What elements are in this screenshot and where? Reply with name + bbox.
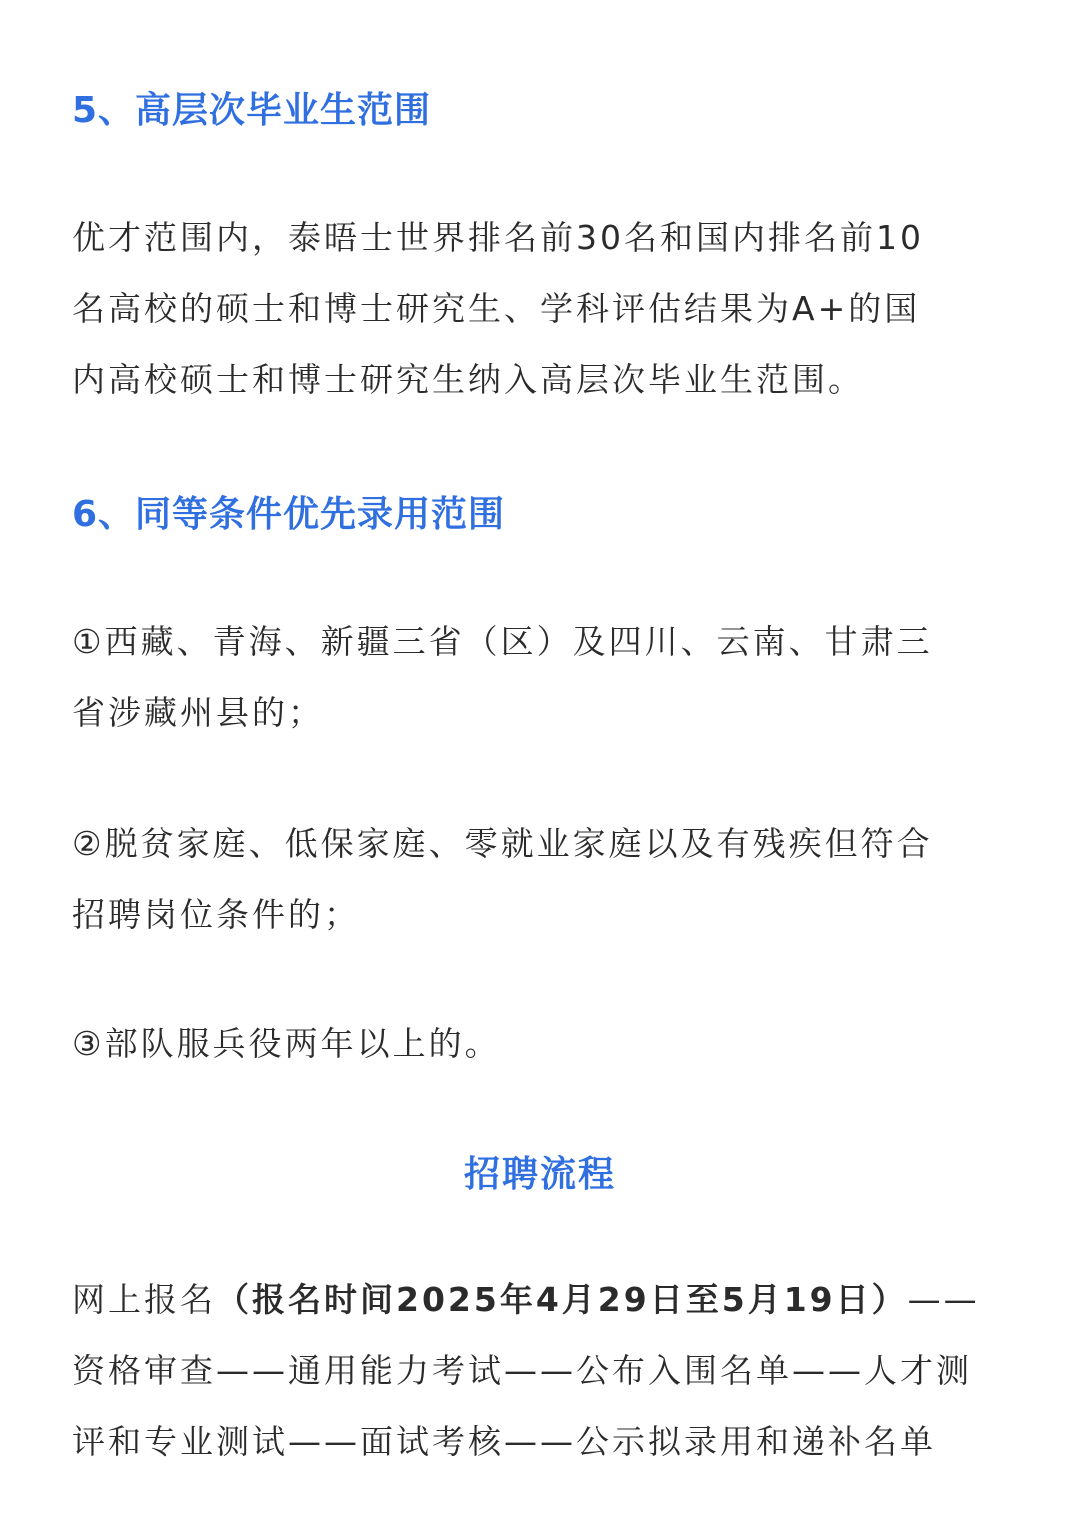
section-5-heading: 5、高层次毕业生范围 [72, 90, 432, 131]
paragraph-line: 名高校的硕士和博士研究生、学科评估结果为A+的国 [72, 289, 921, 328]
process-line-1 [72, 1264, 1012, 1335]
process-line-2: 资格审查——通用能力考试——公布入围名单——人才测 [72, 1351, 972, 1390]
section-5-paragraph [72, 202, 1012, 415]
paragraph-line: ③部队服兵役两年以上的。 [72, 1024, 501, 1063]
paragraph-line: 省涉藏州县的； [72, 693, 324, 732]
process-title: 招聘流程 [463, 1154, 616, 1195]
section-6-item-2 [72, 808, 1012, 950]
paragraph-line: ①西藏、青海、新疆三省（区）及四川、云南、甘肃三 [72, 622, 933, 661]
process-line-3: 评和专业测试——面试考核——公示拟录用和递补名单 [72, 1422, 936, 1461]
process-line-1-suffix: —— [907, 1280, 980, 1319]
process-line-1-prefix: 网上报名 [72, 1280, 216, 1319]
paragraph-line: ②脱贫家庭、低保家庭、零就业家庭以及有残疾但符合 [72, 824, 933, 863]
process-paragraph [72, 1264, 1012, 1477]
section-6-item-1 [72, 606, 1012, 748]
section-6-item-3 [72, 1008, 1012, 1079]
paragraph-line: 招聘岗位条件的； [72, 895, 360, 934]
paragraph-line: 内高校硕士和博士研究生纳入高层次毕业生范围。 [72, 360, 864, 399]
section-6-heading: 6、同等条件优先录用范围 [72, 494, 506, 535]
registration-period: （报名时间2025年4月29日至5月19日） [216, 1280, 908, 1319]
paragraph-line: 优才范围内，泰晤士世界排名前30名和国内排名前10 [72, 218, 924, 257]
